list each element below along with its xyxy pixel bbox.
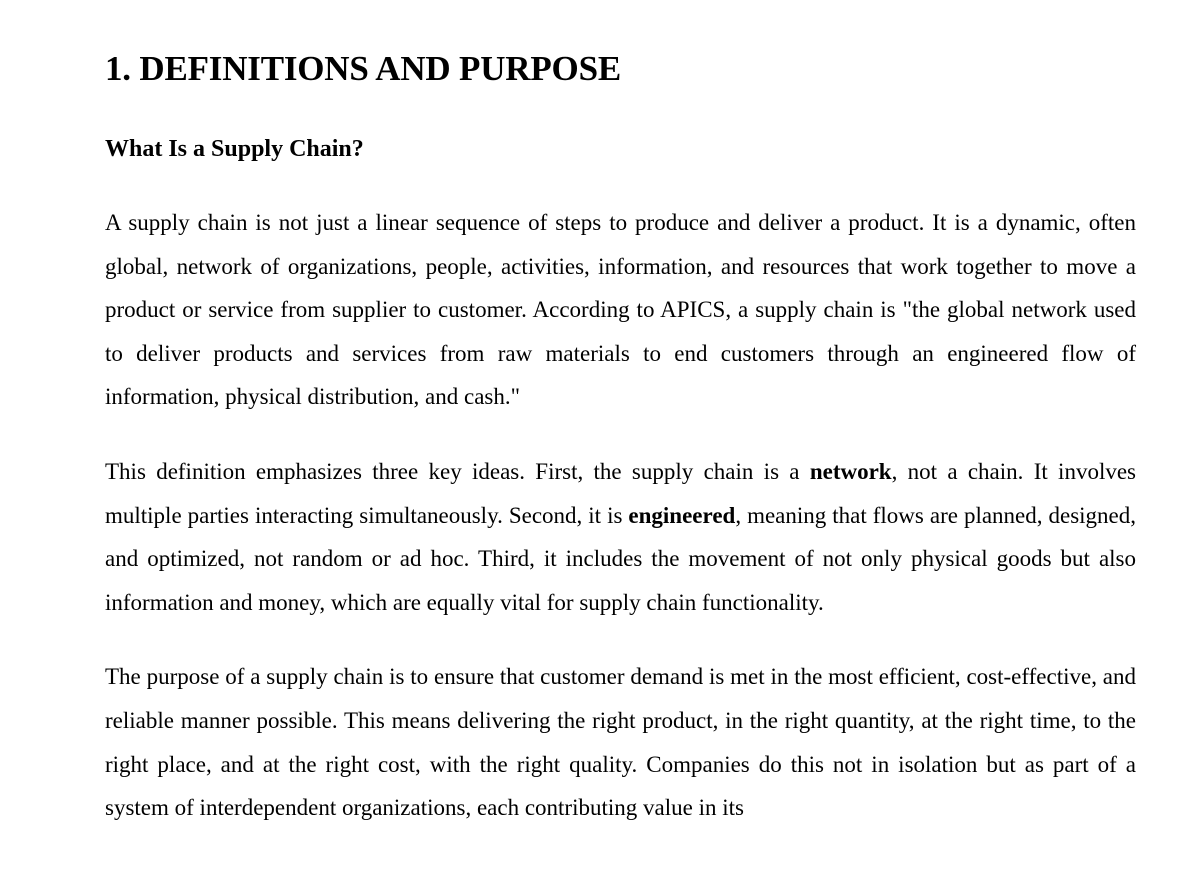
paragraph-text: , meaning that flows are planned, designed, and optimized, not random or ad hoc. Third, it includes the movement of not only physical goods but also information and money, which are equally vital for supply chain functionality.	[105, 502, 1137, 615]
subsection-title: What Is a Supply Chain?	[105, 136, 364, 162]
bold-term-engineered: engineered	[628, 502, 736, 528]
paragraph-key-ideas	[105, 450, 1136, 624]
bold-term-network: network	[809, 458, 892, 484]
paragraph-definition: A supply chain is not just a linear sequence of steps to produce and deliver a product. It is a dynamic, often global, network of organizations, people, activities, information, and resources that work together to move a product or service from supplier to customer. According to APICS, a supply chain is "the global network used to deliver products and services from raw materials to end customers through an engineered flow of information, physical distribution, and cash."	[105, 210, 1136, 410]
paragraph-text: , not a chain. It involves multiple parties interacting simultaneously. Second, it is	[105, 458, 1136, 528]
section-title: 1. DEFINITIONS AND PURPOSE	[105, 49, 621, 88]
paragraph-text: This definition emphasizes three key ideas. First, the supply chain is a	[105, 458, 810, 484]
document-content	[105, 44, 1136, 830]
paragraph-purpose: The purpose of a supply chain is to ensure that customer demand is met in the most efficient, cost-effective, and reliable manner possible. This means delivering the right product, in the right quantity, at the right time, to the right place, and at the right cost, with the right quality. Companies do this not in isolation but as part of a system of interdependent organizations, each contributing value in its	[105, 664, 1136, 821]
